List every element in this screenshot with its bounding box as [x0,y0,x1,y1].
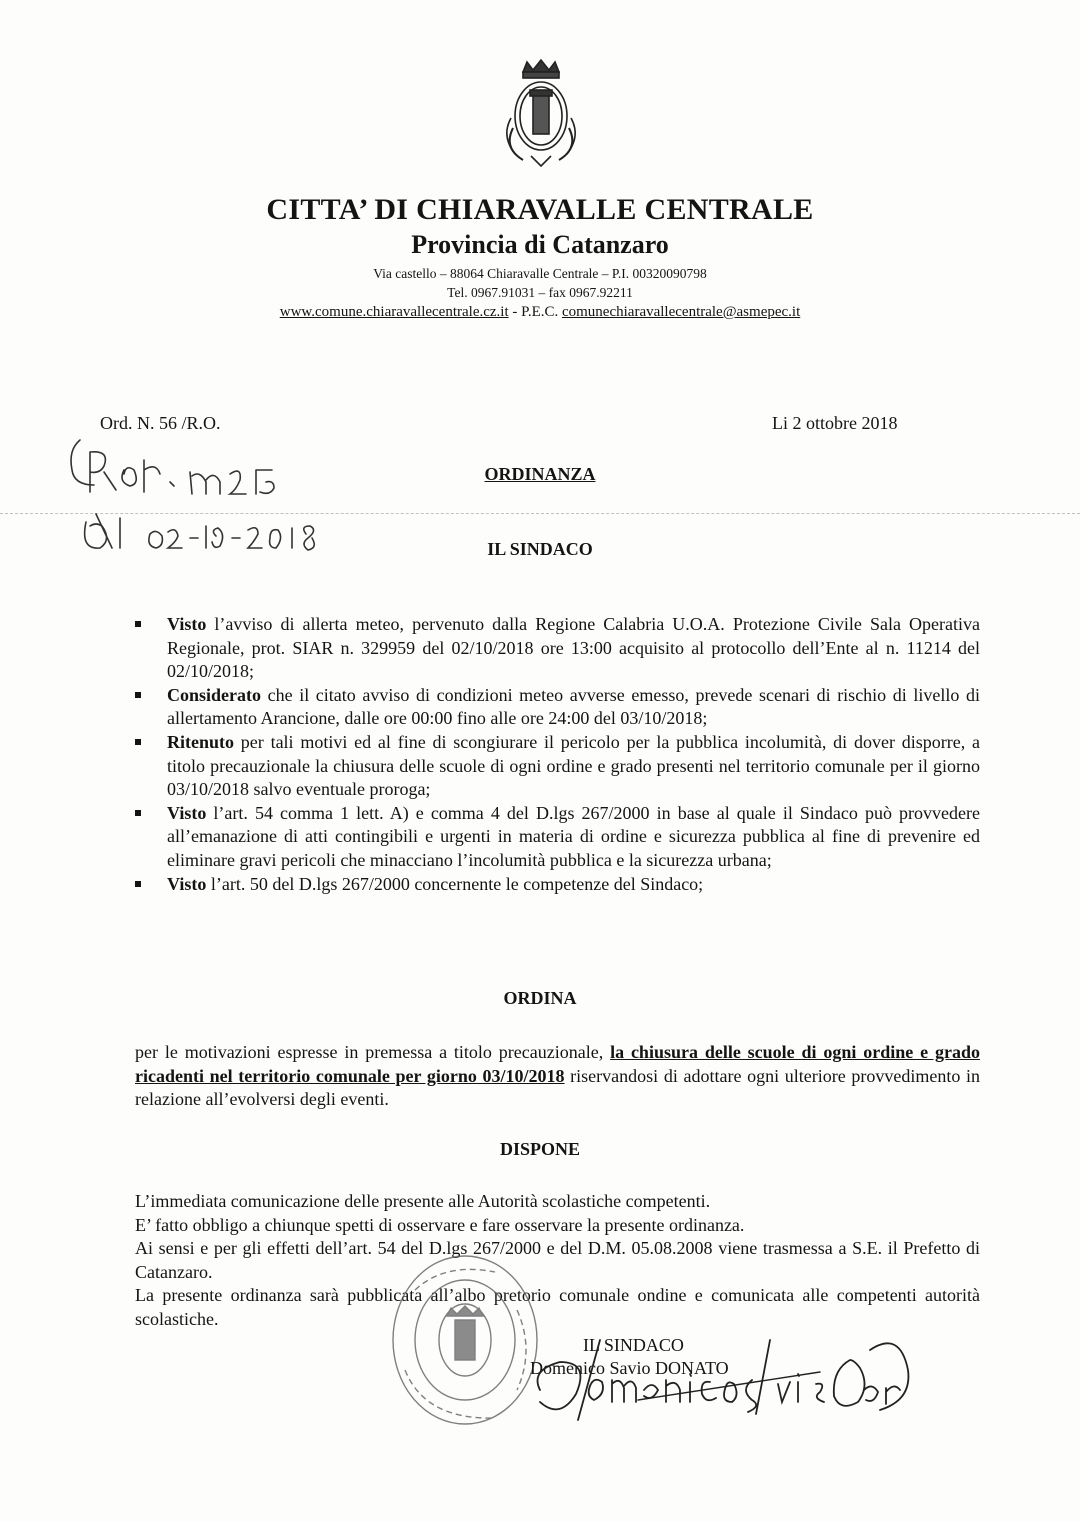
pec-link[interactable]: comunechiaravallecentrale@asmepec.it [561,304,801,320]
ordinanza-heading: ORDINANZA [484,464,596,484]
list-item: Considerato che il citato avviso di condizioni meteo avverse emesso, prevede scenari di rischio di livello di allertamento Arancione, dalle ore 00:00 fino alle ore 24:00 del 03/10/2018; [135,684,980,731]
city-title: CITTA’ DI CHIARAVALLE CENTRALE [266,193,814,226]
dispone-heading: DISPONE [499,1139,580,1159]
dispone-line: L’immediata comunicazione delle presente alle Autorità scolastiche competenti. [135,1191,711,1211]
list-item: Visto l’avviso di allerta meteo, pervenuto dalla Regione Calabria U.O.A. Protezione Civile Sala Operativa Regionale, prot. SIAR n. 329959 del 02/10/2018 ore 13:00 acquisito al protocollo dell’Ente al n. 11214 del 02/10/2018; [135,613,980,684]
phone-line: Tel. 0967.91031 – fax 0967.92211 [447,285,633,300]
pec-label: - P.E.C. [508,304,562,320]
premises-list [135,613,980,896]
signature-title: IL SINDACO [583,1335,684,1355]
ordinance-number: Ord. N. 56 /R.O. [100,413,221,433]
municipal-crest-icon [493,58,589,170]
dispone-line: Ai sensi e per gli effetti dell’art. 54 del D.lgs 267/2000 e del D.M. 05.08.2008 viene trasmessa a S.E. il Prefetto di Catanzaro. [135,1238,980,1282]
sindaco-heading: IL SINDACO [487,539,593,559]
dispone-line: E’ fatto obbligo a chiunque spetti di osservare e fare osservare la presente ordinanza. [135,1214,745,1235]
list-item: Ritenuto per tali motivi ed al fine di scongiurare il pericolo per la pubblica incolumità, di dover disporre, a titolo precauzionale la chiusura delle scuole di ogni ordine e grado presenti nel territorio comunale per il giorno 03/10/2018 salvo eventuale proroga; [135,731,980,802]
handwritten-signature [520,1310,920,1440]
website-link[interactable]: www.comune.chiaravallecentrale.cz.it [279,304,509,320]
list-item: Visto l’art. 50 del D.lgs 267/2000 concernente le competenze del Sindaco; [135,873,980,897]
list-item: Visto l’art. 54 comma 1 lett. A) e comma 4 del D.lgs 267/2000 in base al quale il Sindaco può provvedere all’emanazione di atti contingibili e urgenti in materia di ordine e sicurezza pubblica al fine di prevenire ed eliminare gravi pericoli che minacciano l’incolumità pubblica e la sicurezza urbana; [135,802,980,873]
signatory-name: Domenico Savio DONATO [530,1358,729,1378]
address-line: Via castello – 88064 Chiaravalle Centrale – P.I. 00320090798 [373,266,707,281]
province-title: Provincia di Catanzaro [411,230,669,259]
ordinance-date: Li 2 ottobre 2018 [772,413,898,433]
ordina-paragraph: per le motivazioni espresse in premessa a titolo precauzionale, la chiusura delle scuole di ogni ordine e grado ricadenti nel territorio comunale per giorno 03/10/2018 riservandosi di adottare ogni ulteriore provvedimento in relazione all’evolversi degli eventi. [135,1042,980,1110]
ordina-heading: ORDINA [503,988,577,1008]
contact-line [0,304,1080,321]
dispone-line: La presente ordinanza sarà pubblicata all’albo pretorio comunale ondine e comunicata alle competenti autorità scolastiche. [135,1285,980,1329]
ordina-emphasis: la chiusura delle scuole di ogni ordine e grado ricadenti nel territorio comunale per giorno 03/10/2018 [135,1042,980,1086]
